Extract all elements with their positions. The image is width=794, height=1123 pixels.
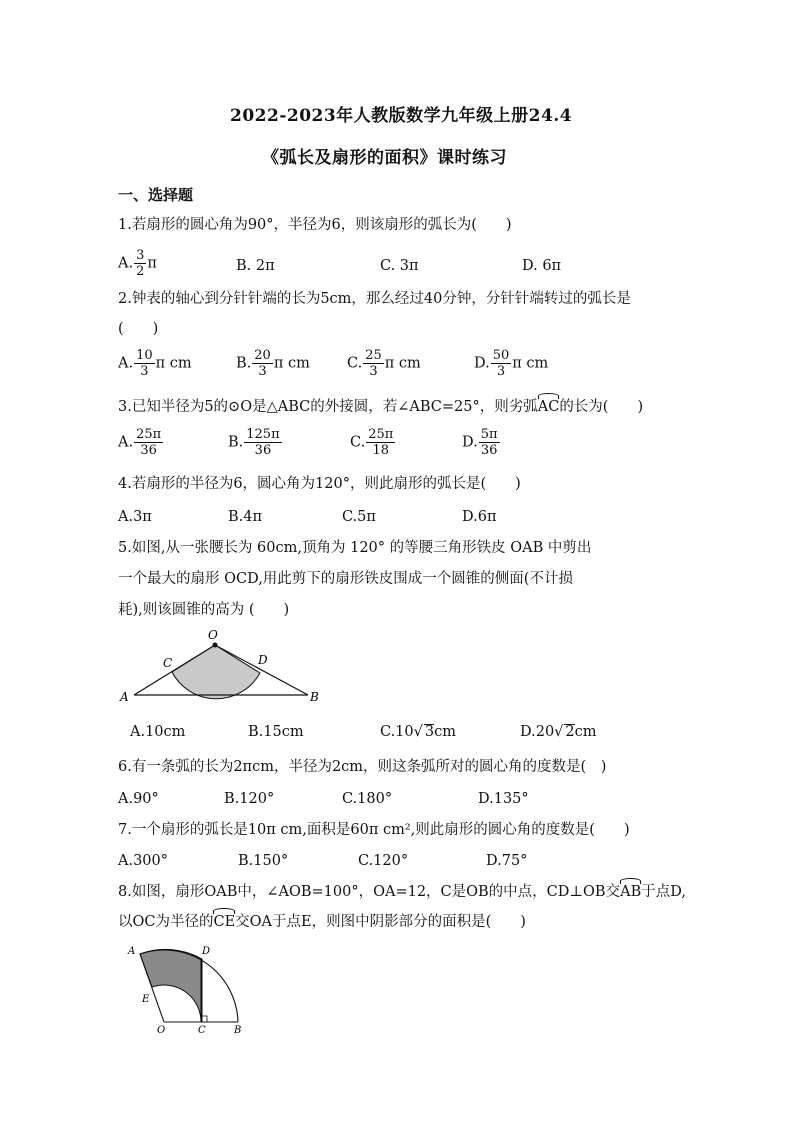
question-2-stem-line2: ( ) xyxy=(118,321,159,337)
q2-option-b: B. $\frac{20}{3}$ π cm xyxy=(236,348,310,379)
q5-option-a: A.10cm xyxy=(130,724,186,740)
q3-option-b: B. $\frac{125\pi}{36}$ xyxy=(228,427,280,458)
q5-sector-ocd xyxy=(172,645,260,699)
q7-option-b: B.150° xyxy=(238,853,289,869)
page-title-line2: 《弧长及扇形的面积》课时练习 xyxy=(262,148,507,168)
q6-option-d: D.135° xyxy=(478,791,529,807)
question-6-stem: 6.有一条弧的长为2πcm，半径为2cm，则这条弧所对的圆心角的度数是( ) xyxy=(118,759,607,775)
question-3-stem: 3.已知半径为5的⊙O是△ABC的外接圆，若∠ABC=25°，则劣弧AC的长为( ) xyxy=(118,399,644,415)
q7-option-a: A.300° xyxy=(118,853,169,869)
question-8-stem-line2: 以OC为半径的CE交OA于点E，则图中阴影部分的面积是( ) xyxy=(118,914,526,930)
q5-point-o xyxy=(213,643,218,648)
q5-label-d: D xyxy=(258,653,268,667)
question-8-stem-line1: 8.如图，扇形OAB中，∠AOB=100°，OA=12，C是OB的中点，CD⊥OB交AB于点D, xyxy=(118,884,686,900)
q8-label-b: B xyxy=(234,1025,242,1035)
q5-label-c: C xyxy=(163,656,173,670)
q5-option-b: B.15cm xyxy=(248,724,304,740)
question-7-stem: 7.一个扇形的弧长是10π cm,面积是60π cm²,则此扇形的圆心角的度数是( ) xyxy=(118,822,630,838)
q8-label-e: E xyxy=(142,994,150,1005)
q5-option-c: C.10√ 3cm xyxy=(380,724,456,740)
q7-option-d: D.75° xyxy=(486,853,528,869)
page-title-line1: 2022-2023年人教版数学九年级上册24.4 xyxy=(230,106,573,126)
question-4-stem: 4.若扇形的半径为6，圆心角为120°，则此扇形的弧长是( ) xyxy=(118,476,521,492)
q4-option-d: D.6π xyxy=(462,509,497,525)
q2-option-d: D. $\frac{50}{3}$ π cm xyxy=(474,348,549,379)
q8-figure xyxy=(112,940,252,1035)
q5-label-b: B xyxy=(310,690,319,704)
q2-option-c: C. $\frac{25}{3}$ π cm xyxy=(347,348,421,379)
q7-option-c: C.120° xyxy=(358,853,409,869)
q5-option-d: D.20√ 2cm xyxy=(520,724,597,740)
q2-option-a: A. $\frac{10}{3}$ π cm xyxy=(118,348,192,379)
q4-option-a: A.3π xyxy=(118,509,152,525)
question-2-stem-line1: 2.钟表的轴心到分针针端的长为5cm，那么经过40分钟，分针针端转过的弧长是 xyxy=(118,291,631,307)
arc-ce: CE xyxy=(213,914,236,930)
q3-option-a: A. $\frac{25\pi}{36}$ xyxy=(118,427,162,458)
question-5-stem-line3: 耗),则该圆锥的高为 ( ) xyxy=(118,602,290,618)
q4-option-b: B.4π xyxy=(228,509,263,525)
q8-shaded-area xyxy=(140,949,202,1022)
q3-option-d: D. $\frac{5\pi}{36}$ xyxy=(462,427,498,458)
q6-option-b: B.120° xyxy=(224,791,275,807)
q1-option-d: D. 6π xyxy=(522,258,562,274)
arc-ab: AB xyxy=(620,884,642,900)
question-5-stem-line1: 5.如图,从一张腰长为 60cm,顶角为 120° 的等腰三角形铁皮 OAB 中剪出 xyxy=(118,540,592,556)
q5-figure xyxy=(112,625,327,710)
q1-option-b: B. 2π xyxy=(236,258,275,274)
q8-label-o: O xyxy=(157,1025,166,1035)
q5-label-a: A xyxy=(120,690,129,704)
q8-label-c: C xyxy=(198,1025,206,1035)
q4-option-c: C.5π xyxy=(342,509,376,525)
q6-option-c: C.180° xyxy=(342,791,393,807)
q5-label-o: O xyxy=(208,628,218,642)
q3-option-c: C. $\frac{25\pi}{18}$ xyxy=(350,427,394,458)
arc-ac: AC xyxy=(537,399,560,415)
q8-label-d: D xyxy=(202,946,211,957)
question-5-stem-line2: 一个最大的扇形 OCD,用此剪下的扇形铁皮围成一个圆锥的侧面(不计损 xyxy=(118,571,573,587)
q1-option-a: A. $\frac{3}{2}$ π xyxy=(118,248,157,279)
q1-option-c: C. 3π xyxy=(380,258,419,274)
q6-option-a: A.90° xyxy=(118,791,159,807)
section-heading: 一、选择题 xyxy=(118,186,194,204)
question-1-stem: 1.若扇形的圆心角为90°，半径为6，则该扇形的弧长为( ) xyxy=(118,217,512,233)
q8-label-a: A xyxy=(128,946,136,957)
